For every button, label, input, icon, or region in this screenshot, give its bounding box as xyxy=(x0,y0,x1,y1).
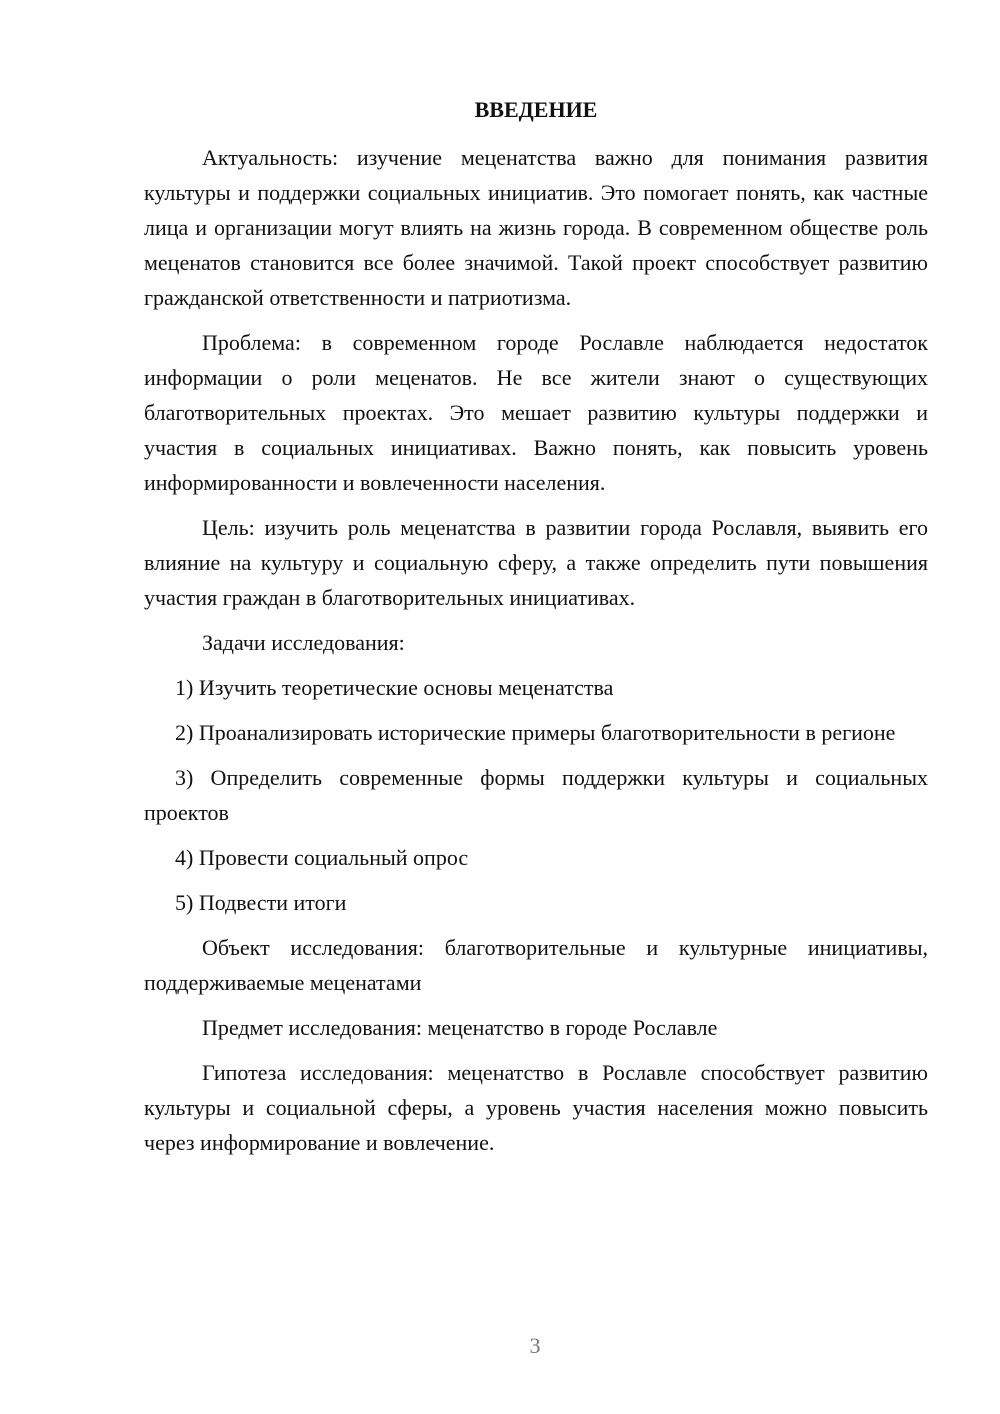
task-item-2: 2) Проанализировать исторические примеры благотворительности в регионе xyxy=(175,720,896,745)
task-item-1: 1) Изучить теоретические основы меценатства xyxy=(175,675,614,700)
paragraph-object: Объект исследования: благотворительные и культурные инициативы, поддерживаемые меценатами xyxy=(144,935,928,995)
page-number: 3 xyxy=(529,1333,541,1358)
task-item-4: 4) Провести социальный опрос xyxy=(175,845,469,870)
section-heading: ВВЕДЕНИЕ xyxy=(474,97,598,122)
task-item-3: 3) Определить современные формы поддержки культуры и социальных проектов xyxy=(144,765,928,825)
document-body xyxy=(144,92,928,1170)
paragraph-relevance: Актуальность: изучение меценатства важно для понимания развития культуры и поддержки социальных инициатив. Это помогает понять, как частные лица и организации могут влиять на жизнь города. В современном обществе роль меценатов становится все более значимой. Такой проект способствует развитию гражданской ответственности и патриотизма. xyxy=(144,145,928,310)
task-item-5: 5) Подвести итоги xyxy=(175,890,347,915)
paragraph-subject: Предмет исследования: меценатство в городе Рославле xyxy=(202,1015,718,1040)
paragraph-tasks-heading: Задачи исследования: xyxy=(202,630,405,655)
paragraph-hypothesis: Гипотеза исследования: меценатство в Рославле способствует развитию культуры и социальной сферы, а уровень участия населения можно повысить через информирование и вовлечение. xyxy=(144,1060,928,1155)
paragraph-goal: Цель: изучить роль меценатства в развитии города Рославля, выявить его влияние на культуру и социальную сферу, а также определить пути повышения участия граждан в благотворительных инициативах. xyxy=(144,515,928,610)
paragraph-problem: Проблема: в современном городе Рославле наблюдается недостаток информации о роли меценатов. Не все жители знают о существующих благотворительных проектах. Это мешает развитию культуры поддержки и участия в социальных инициативах. Важно понять, как повысить уровень информированности и вовлеченности населения. xyxy=(144,330,928,495)
